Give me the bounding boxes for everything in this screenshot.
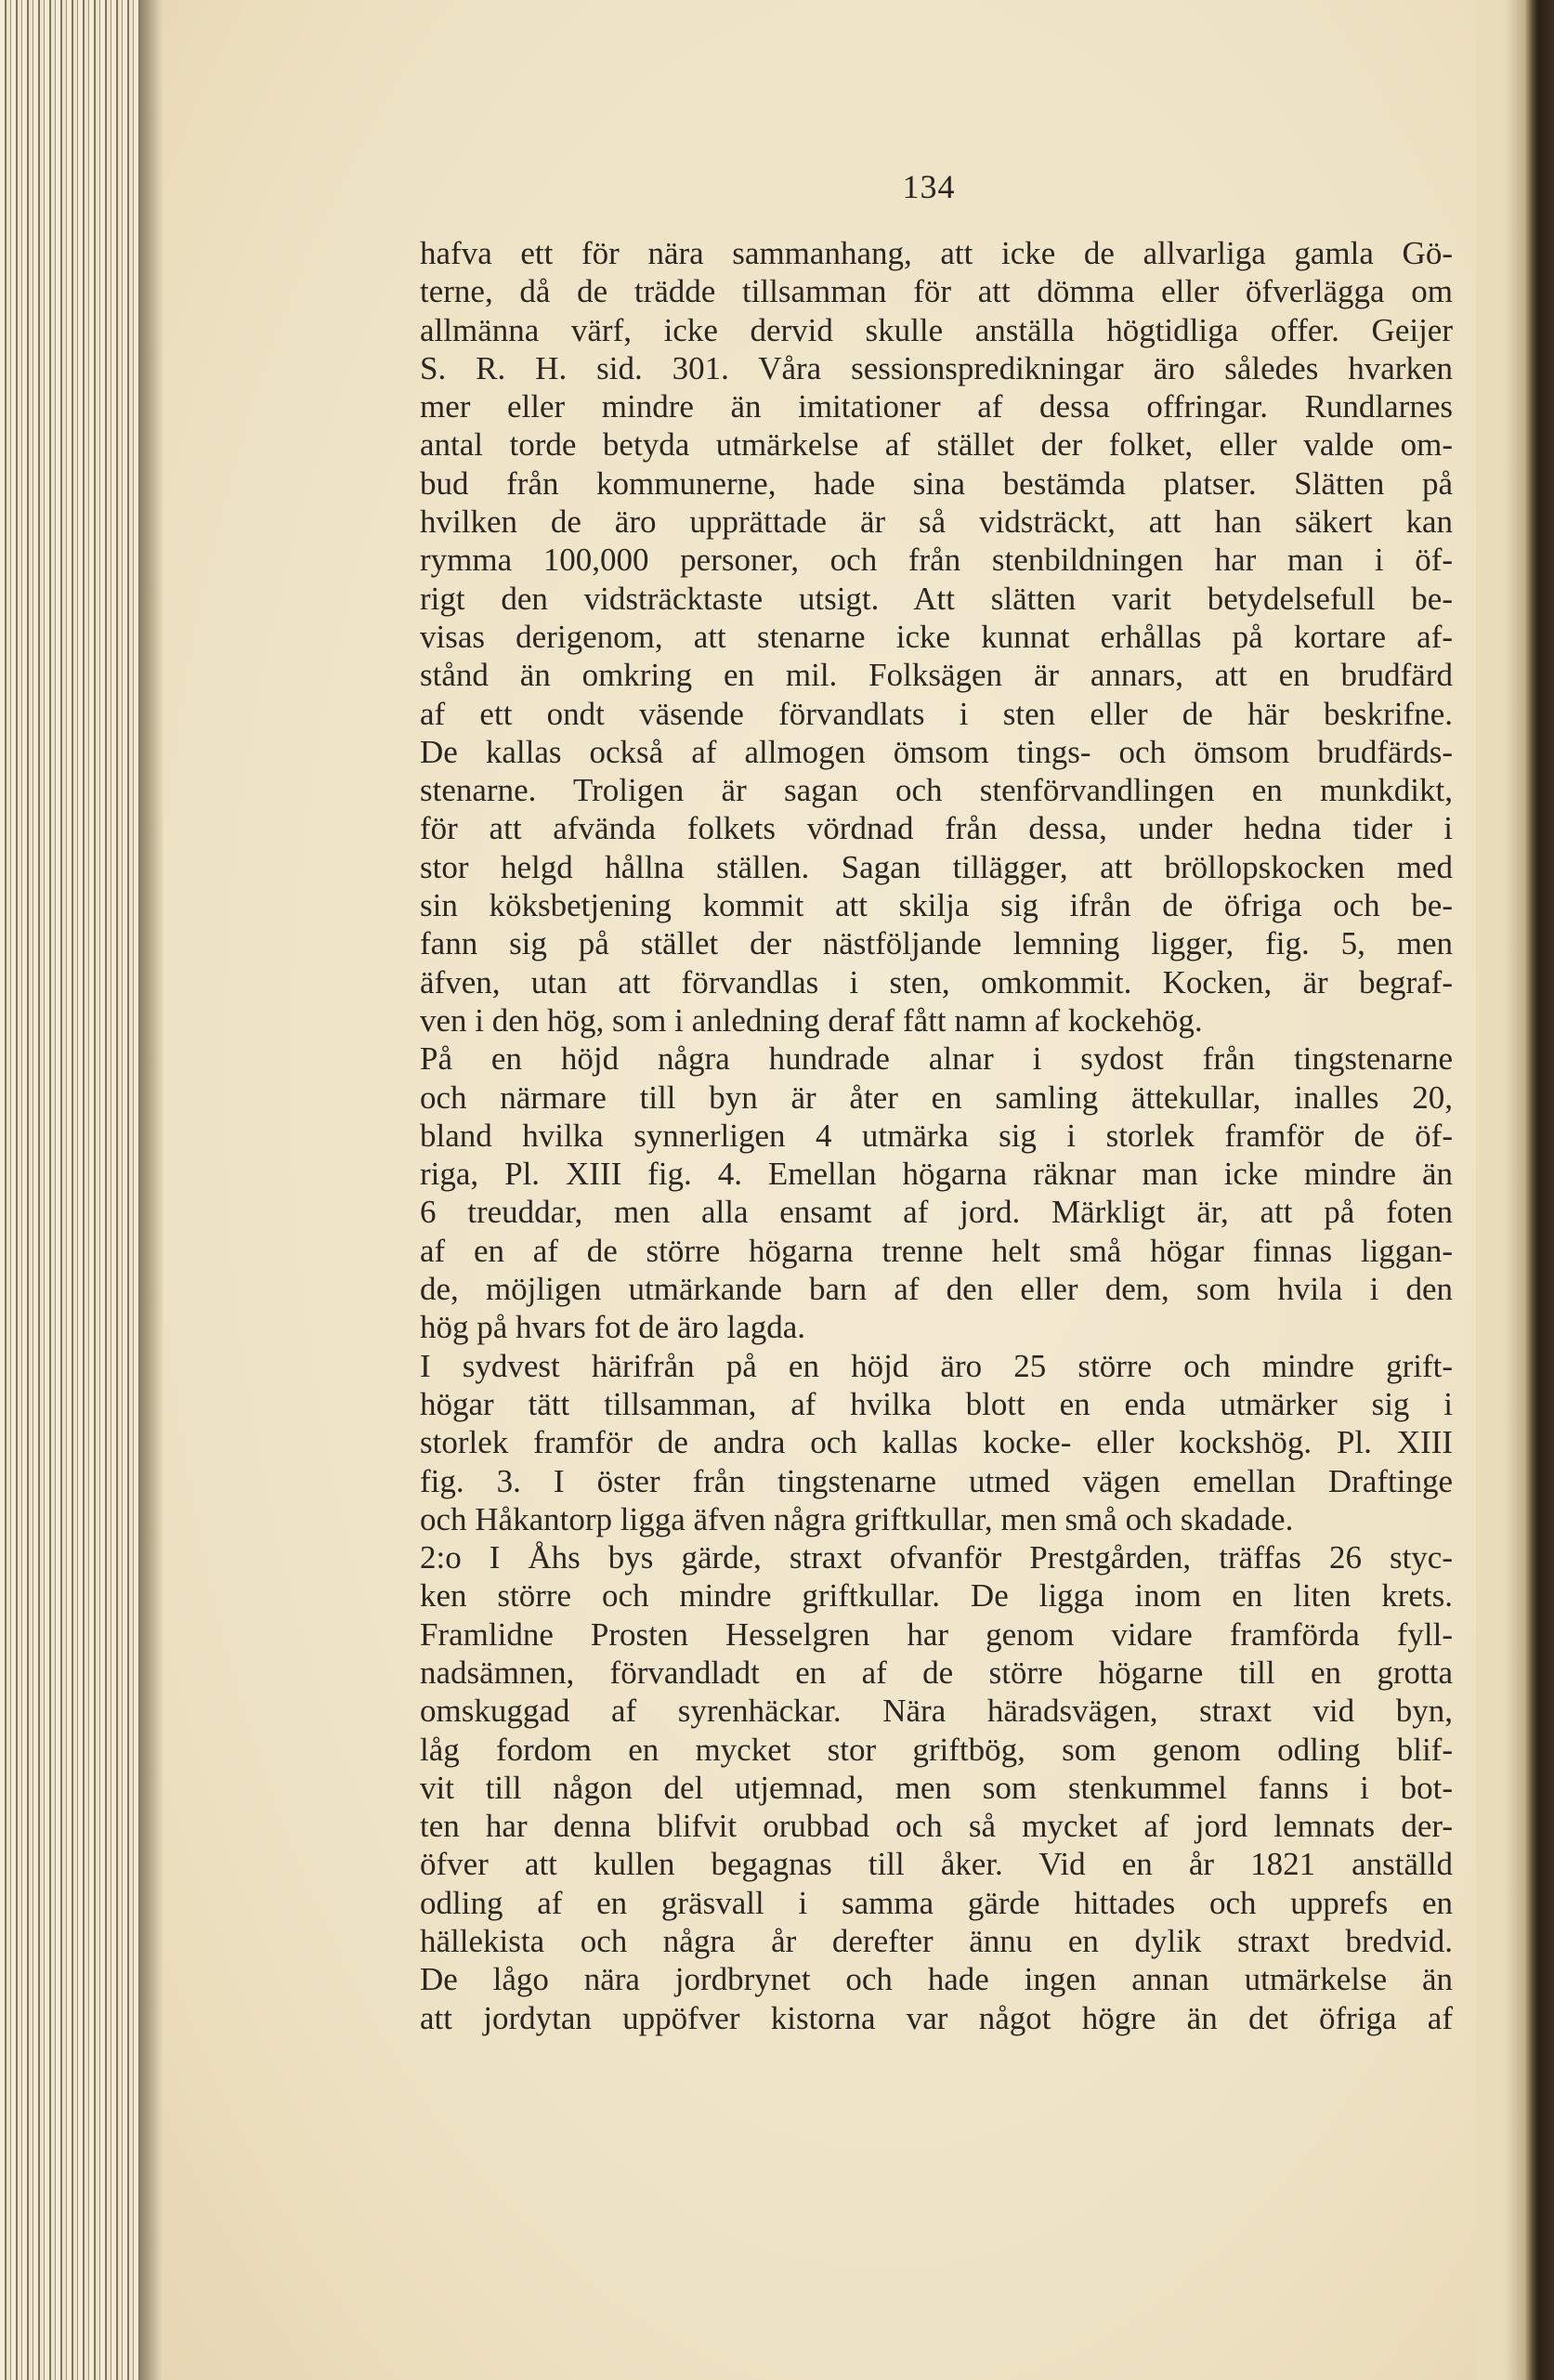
text-line: att jordytan uppöfver kistorna var något högre än det öfriga af bbox=[420, 1999, 1453, 2036]
text-line: hög på hvars fot de äro lagda. bbox=[420, 1309, 805, 1346]
text-line: stånd än omkring en mil. Folksägen är annars, att en brudfärd bbox=[420, 657, 1453, 694]
text-line: De kallas också af allmogen ömsom tings- och ömsom brudfärds- bbox=[420, 733, 1453, 770]
text-line: bland hvilka synnerligen 4 utmärka sig i storlek framför de öf- bbox=[420, 1117, 1453, 1154]
text-line: af ett ondt väsende förvandlats i sten eller de här beskrifne. bbox=[420, 695, 1453, 732]
text-line: öfver att kullen begagnas till åker. Vid en år 1821 anställd bbox=[420, 1846, 1453, 1883]
text-line: allmänna värf, icke dervid skulle anställa högtidliga offer. Geijer bbox=[420, 311, 1453, 348]
book-cover-edge bbox=[1525, 0, 1554, 2380]
text-line: hvilken de äro upprättade är så vidsträckt, att han säkert kan bbox=[420, 503, 1453, 541]
body-text bbox=[420, 234, 1453, 2037]
text-line: stor helgd hållna ställen. Sagan tillägger, att bröllopskocken med bbox=[420, 848, 1453, 885]
text-line: och Håkantorp ligga äfven några griftkullar, men små och skadade. bbox=[420, 1500, 1294, 1537]
text-line: fann sig på stället der nästföljande lemning ligger, fig. 5, men bbox=[420, 925, 1453, 962]
text-line: af en af de större högarna trenne helt små högar finnas liggan- bbox=[420, 1232, 1453, 1269]
text-line: hafva ett för nära sammanhang, att icke de allvarliga gamla Gö- bbox=[420, 235, 1453, 271]
text-line: mer eller mindre än imitationer af dessa offringar. Rundlarnes bbox=[420, 388, 1453, 425]
text-line: omskuggad af syrenhäckar. Nära häradsvägen, straxt vid byn, bbox=[420, 1693, 1453, 1730]
text-line: odling af en gräsvall i samma gärde hittades och upprefs en bbox=[420, 1884, 1453, 1921]
text-line: ten har denna blifvit orubbad och så mycket af jord lemnats der- bbox=[420, 1808, 1453, 1845]
text-line: antal torde betyda utmärkelse af stället der folket, eller valde om- bbox=[420, 426, 1453, 464]
text-line: 2:o I Åhs bys gärde, straxt ofvanför Prestgården, träffas 26 styc- bbox=[420, 1539, 1453, 1576]
right-edge-shadow bbox=[1505, 0, 1525, 2380]
text-line: ven i den hög, som i anledning deraf fått namn af kockehög. bbox=[420, 1001, 1203, 1039]
page-number: 134 bbox=[902, 168, 956, 205]
text-line: ken större och mindre griftkullar. De ligga inom en liten krets. bbox=[420, 1577, 1453, 1615]
text-line: vit till någon del utjemnad, men som stenkummel fanns i bot- bbox=[420, 1769, 1453, 1806]
text-line: hällekista och några år derefter ännu en dylik straxt bredvid. bbox=[420, 1923, 1453, 1960]
page-stack-edges bbox=[0, 0, 139, 2380]
text-line: 6 treuddar, men alla ensamt af jord. Märkligt är, att på foten bbox=[420, 1194, 1453, 1231]
text-line: fig. 3. I öster från tingstenarne utmed vägen emellan Draftinge bbox=[420, 1462, 1453, 1499]
text-line: stenarne. Troligen är sagan och stenförvandlingen en munkdikt, bbox=[420, 772, 1453, 809]
text-line: rymma 100,000 personer, och från stenbildningen har man i öf- bbox=[420, 542, 1453, 579]
text-line: Framlidne Prosten Hesselgren har genom vidare framförda fyll- bbox=[420, 1615, 1453, 1653]
text-line: De lågo nära jordbrynet och hade ingen annan utmärkelse än bbox=[420, 1961, 1453, 1998]
text-line: visas derigenom, att stenarne icke kunnat erhållas på kortare af- bbox=[420, 618, 1453, 655]
text-line: I sydvest härifrån på en höjd äro 25 större och mindre grift- bbox=[420, 1347, 1453, 1384]
text-line: sin köksbetjening kommit att skilja sig ifrån de öfriga och be- bbox=[420, 887, 1453, 924]
text-line: högar tätt tillsamman, af hvilka blott en enda utmärker sig i bbox=[420, 1385, 1453, 1422]
text-line: S. R. H. sid. 301. Våra sessionspredikningar äro således hvarken bbox=[420, 349, 1453, 386]
text-line: bud från kommunerne, hade sina bestämda platser. Slätten på bbox=[420, 464, 1453, 502]
text-line: låg fordom en mycket stor griftbög, som genom odling blif- bbox=[420, 1731, 1453, 1768]
text-line: äfven, utan att förvandlas i sten, omkommit. Kocken, är begraf- bbox=[420, 963, 1453, 1000]
text-line: nadsämnen, förvandladt en af de större högarne till en grotta bbox=[420, 1654, 1453, 1691]
text-line: för att afvända folkets vördnad från dessa, under hedna tider i bbox=[420, 810, 1453, 847]
text-line: och närmare till byn är åter en samling ättekullar, inalles 20, bbox=[420, 1079, 1453, 1116]
text-line: storlek framför de andra och kallas kocke- eller kockshög. Pl. XIII bbox=[420, 1424, 1453, 1461]
gutter-shadow bbox=[139, 0, 163, 2380]
text-line: På en höjd några hundrade alnar i sydost från tingstenarne bbox=[420, 1040, 1453, 1078]
text-line: rigt den vidsträcktaste utsigt. Att slätten varit betydelsefull be- bbox=[420, 580, 1453, 617]
text-line: de, möjligen utmärkande barn af den eller dem, som hvila i den bbox=[420, 1271, 1453, 1308]
text-line: riga, Pl. XIII fig. 4. Emellan högarna räknar man icke mindre än bbox=[420, 1156, 1453, 1193]
text-line: terne, då de trädde tillsamman för att dömma eller öfverlägga om bbox=[420, 273, 1453, 310]
